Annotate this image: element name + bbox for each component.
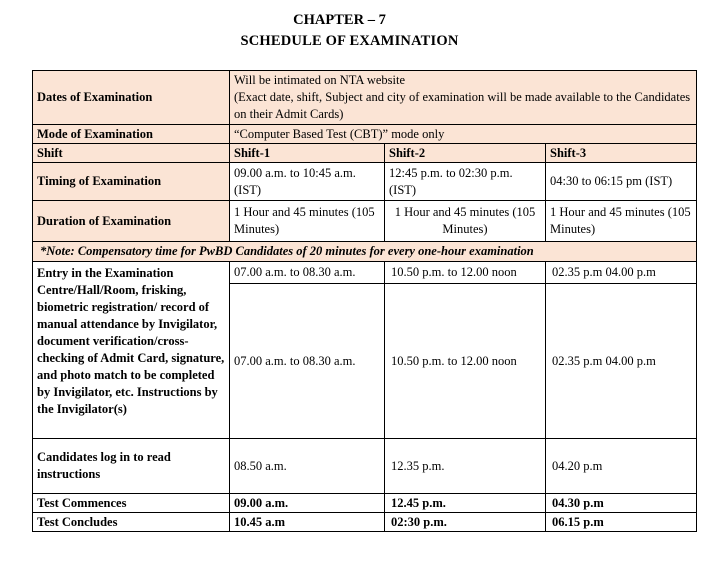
login-shift-1: 08.50 a.m. — [230, 439, 385, 494]
table-row — [33, 144, 697, 163]
table-row — [33, 262, 697, 284]
dates-label: Dates of Examination — [33, 71, 230, 125]
table-row — [33, 439, 697, 494]
table-row — [33, 494, 697, 513]
table-row — [33, 125, 697, 144]
timing-label: Timing of Examination — [33, 163, 230, 201]
mode-value: “Computer Based Test (CBT)” mode only — [230, 125, 697, 144]
timing-shift-3: 04:30 to 06:15 pm (IST) — [546, 163, 697, 201]
conclude-shift-3: 06.15 p.m — [546, 513, 697, 532]
dates-line-2: (Exact date, shift, Subject and city of examination will be made available to the Candidates on their Admit Cards) — [234, 90, 691, 121]
conclude-label: Test Concludes — [33, 513, 230, 532]
entry-shift-3-a: 02.35 p.m 04.00 p.m — [546, 262, 697, 284]
duration-label: Duration of Examination — [33, 201, 230, 242]
table-row — [33, 242, 697, 262]
entry-shift-2-a: 10.50 p.m. to 12.00 noon — [385, 262, 546, 284]
shift-2-header: Shift-2 — [385, 144, 546, 163]
shift-3-header: Shift-3 — [546, 144, 697, 163]
table-row — [33, 71, 697, 125]
dates-line-1: Will be intimated on NTA website — [234, 73, 406, 87]
conclude-shift-2: 02:30 p.m. — [385, 513, 546, 532]
login-shift-3: 04.20 p.m — [546, 439, 697, 494]
mode-label: Mode of Examination — [33, 125, 230, 144]
table-row — [33, 513, 697, 532]
table-row — [33, 163, 697, 201]
schedule-table — [32, 70, 697, 532]
commence-shift-2: 12.45 p.m. — [385, 494, 546, 513]
shift-label: Shift — [33, 144, 230, 163]
duration-shift-2: 1 Hour and 45 minutes (105 Minutes) — [385, 201, 546, 242]
commence-label: Test Commences — [33, 494, 230, 513]
commence-shift-1: 09.00 a.m. — [230, 494, 385, 513]
commence-shift-3: 04.30 p.m — [546, 494, 697, 513]
entry-shift-1-b: 07.00 a.m. to 08.30 a.m. — [230, 284, 385, 439]
dates-value — [230, 71, 697, 125]
entry-shift-1-a: 07.00 a.m. to 08.30 a.m. — [230, 262, 385, 284]
duration-shift-1: 1 Hour and 45 minutes (105 Minutes) — [230, 201, 385, 242]
section-title: SCHEDULE OF EXAMINATION — [240, 33, 459, 49]
table-row — [33, 201, 697, 242]
timing-shift-1: 09.00 a.m. to 10:45 a.m. (IST) — [230, 163, 385, 201]
entry-label: Entry in the Examination Centre/Hall/Room, frisking, biometric registration/ record of manual attendance by Invigilator, document verification/cross-checking of Admit Card, signature, and photo match to be completed by Invigilator, etc. Instructions by the Invigilator(s) — [33, 262, 230, 439]
entry-shift-2-b: 10.50 p.m. to 12.00 noon — [385, 284, 546, 439]
timing-shift-2: 12:45 p.m. to 02:30 p.m. (IST) — [385, 163, 546, 201]
login-label: Candidates log in to read instructions — [33, 439, 230, 494]
conclude-shift-1: 10.45 a.m — [230, 513, 385, 532]
chapter-title: CHAPTER – 7 — [293, 12, 386, 28]
duration-shift-3: 1 Hour and 45 minutes (105 Minutes) — [546, 201, 697, 242]
login-shift-2: 12.35 p.m. — [385, 439, 546, 494]
compensatory-note: *Note: Compensatory time for PwBD Candidates of 20 minutes for every one-hour examination — [33, 242, 697, 262]
entry-shift-3-b: 02.35 p.m 04.00 p.m — [546, 284, 697, 439]
shift-1-header: Shift-1 — [230, 144, 385, 163]
